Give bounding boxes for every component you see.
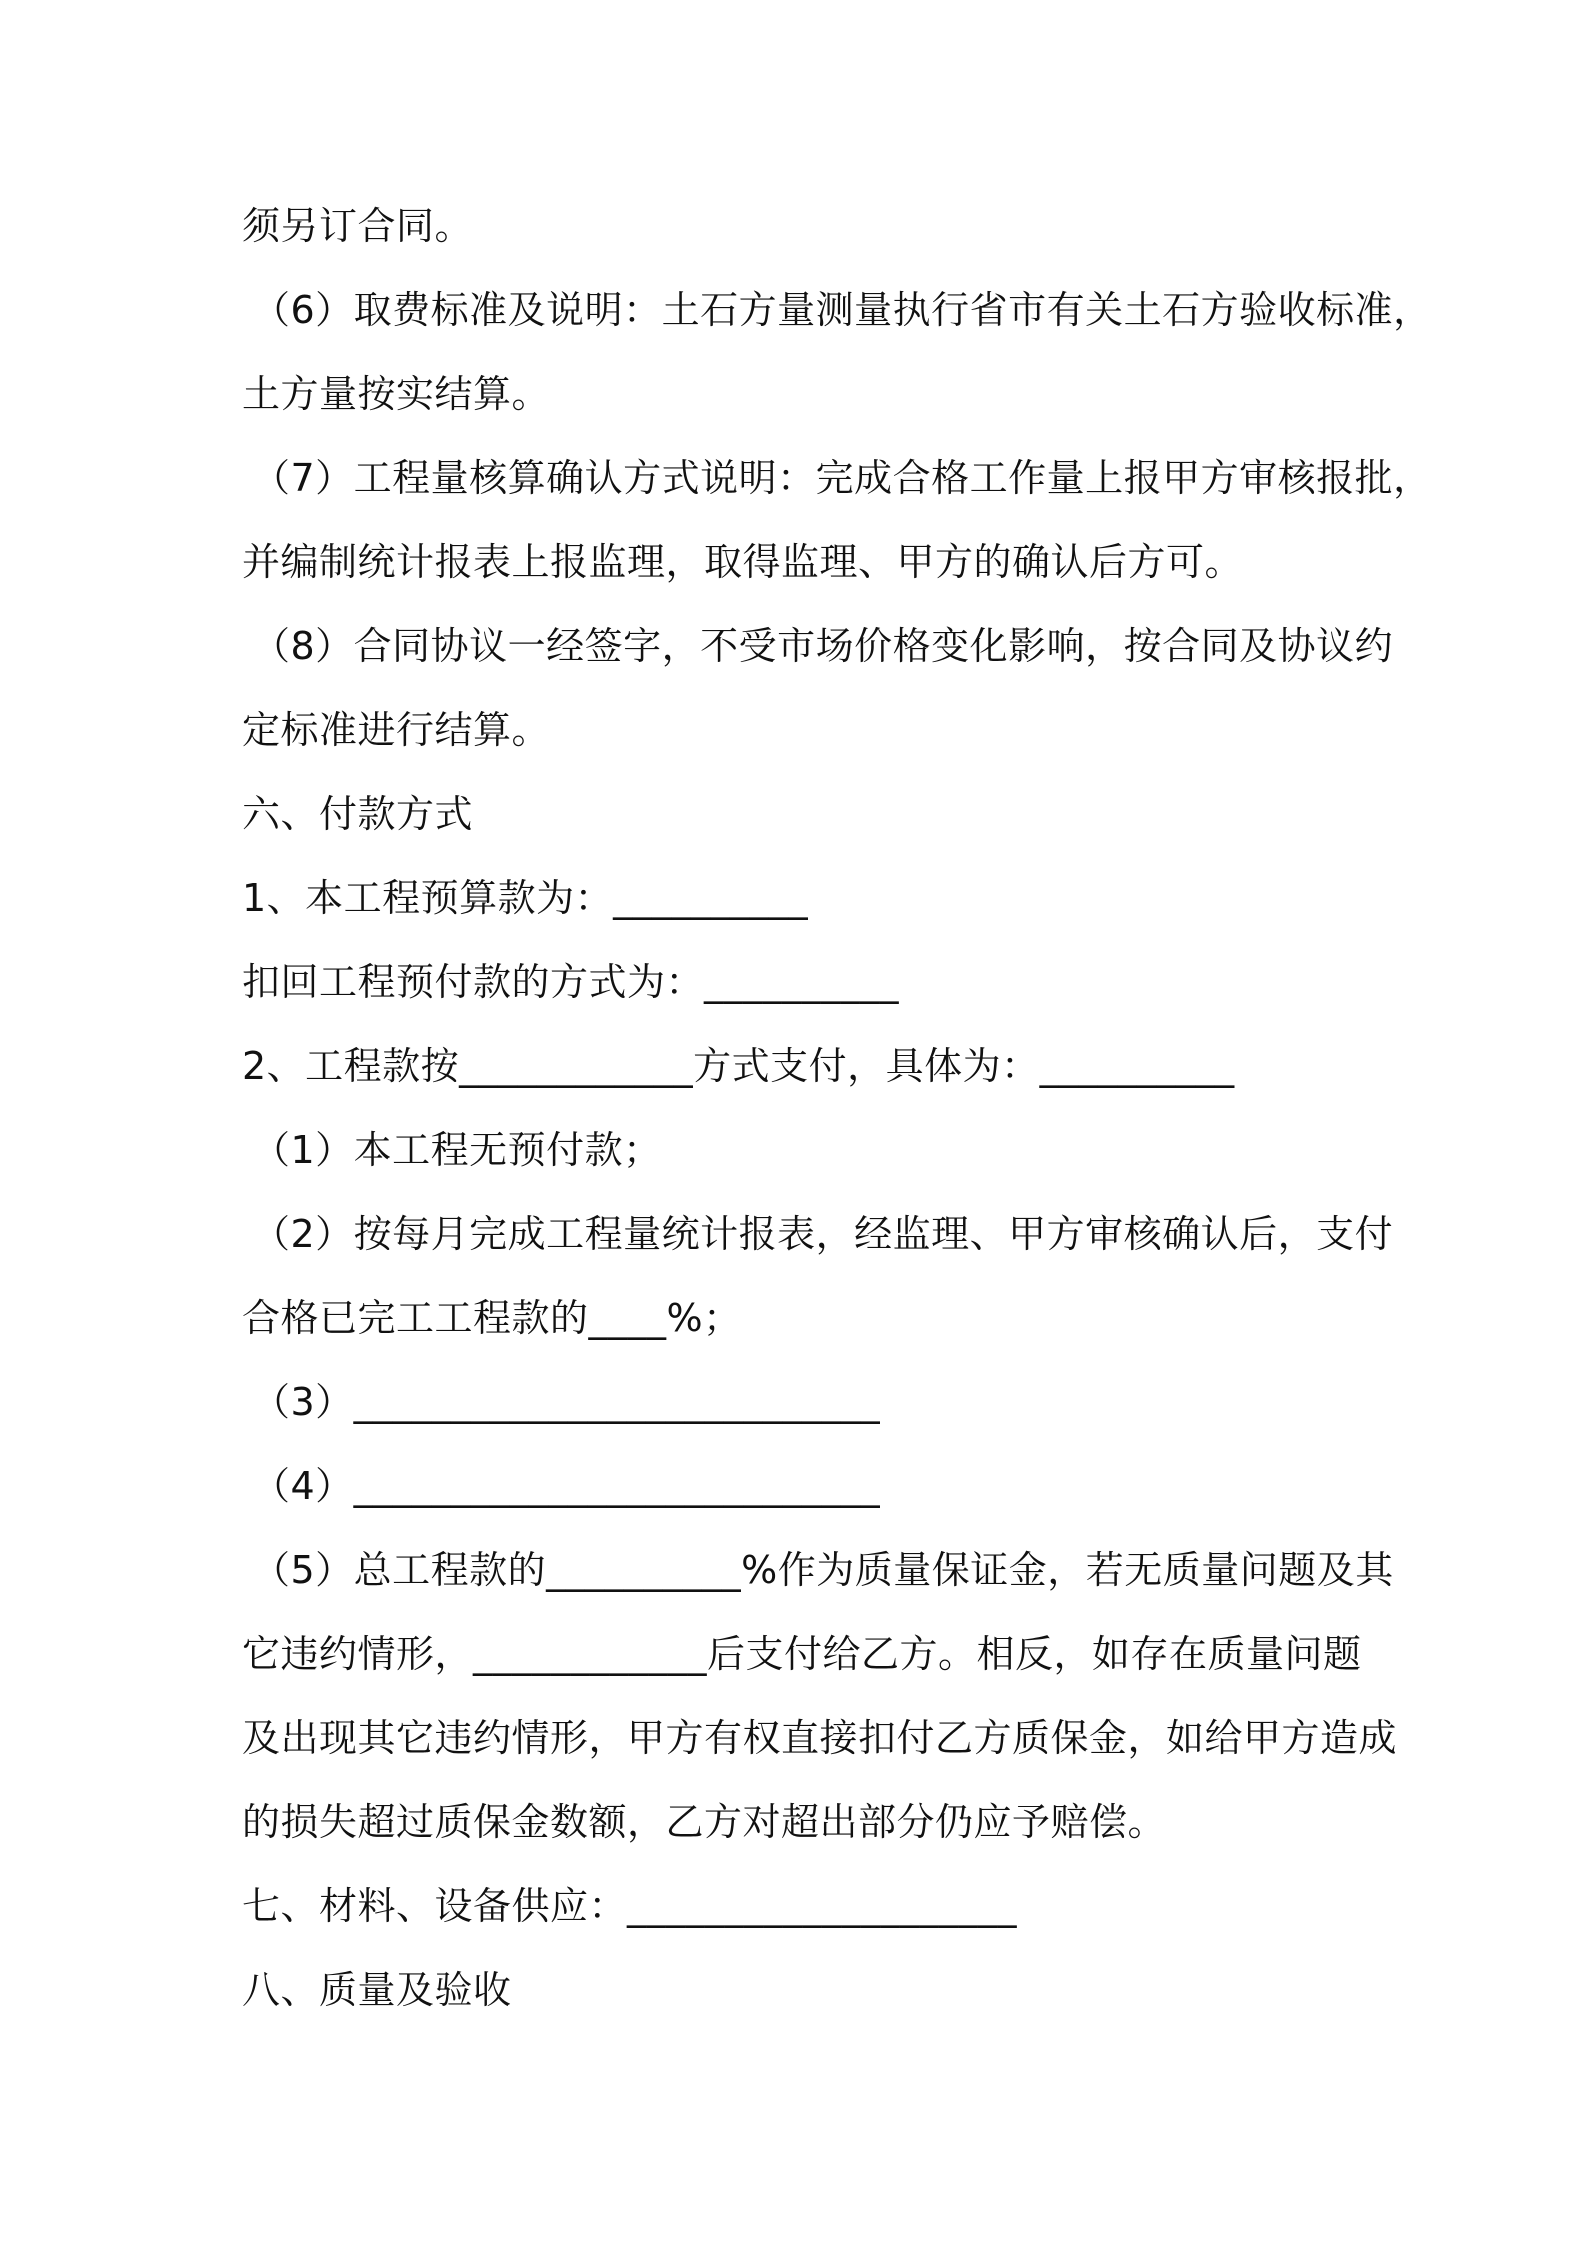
section-8-heading: 八、质量及验收: [242, 1968, 512, 2012]
sub-item-1-no-prepayment: （1）本工程无预付款；: [252, 1128, 662, 1172]
section-6-heading: 六、付款方式: [242, 792, 474, 836]
sub-item-5-quality-deposit: （5）总工程款的__________%作为质量保证金，若无质量问题及其: [252, 1548, 1394, 1592]
sub-item-5-continuation-1: 它违约情形，____________后支付给乙方。相反，如存在质量问题: [242, 1632, 1362, 1676]
sub-item-5-continuation-3: 的损失超过质保金数额，乙方对超出部分仍应予赔偿。: [242, 1800, 1167, 1844]
item-2-payment-method: 2、工程款按____________方式支付，具体为：__________: [242, 1044, 1235, 1088]
clause-6-fee-standard: （6）取费标准及说明：土石方量测量执行省市有关土石方验收标准，: [252, 288, 1432, 332]
sub-item-5-continuation-2: 及出现其它违约情形，甲方有权直接扣付乙方质保金，如给甲方造成: [242, 1716, 1398, 1760]
sub-item-2-monthly-payment: （2）按每月完成工程量统计报表，经监理、甲方审核确认后，支付: [252, 1212, 1394, 1256]
clause-6-continuation: 土方量按实结算。: [242, 372, 551, 416]
clause-7-quantity-confirmation: （7）工程量核算确认方式说明：完成合格工作量上报甲方审核报批，: [252, 456, 1432, 500]
text-line-continuation-contract: 须另订合同。: [242, 204, 474, 248]
prepayment-deduction-method: 扣回工程预付款的方式为：__________: [242, 960, 900, 1004]
clause-8-contract-signing: （8）合同协议一经签字，不受市场价格变化影响，按合同及协议约: [252, 624, 1394, 668]
item-1-budget: 1、本工程预算款为：__________: [242, 876, 809, 920]
sub-item-3-blank: （3）___________________________: [252, 1380, 881, 1424]
sub-item-4-blank: （4）___________________________: [252, 1464, 881, 1508]
section-7-materials-supply: 七、材料、设备供应：____________________: [242, 1884, 1018, 1928]
clause-8-continuation: 定标准进行结算。: [242, 708, 551, 752]
sub-item-2-continuation: 合格已完工工程款的____%；: [242, 1296, 742, 1340]
clause-7-continuation: 并编制统计报表上报监理，取得监理、甲方的确认后方可。: [242, 540, 1244, 584]
